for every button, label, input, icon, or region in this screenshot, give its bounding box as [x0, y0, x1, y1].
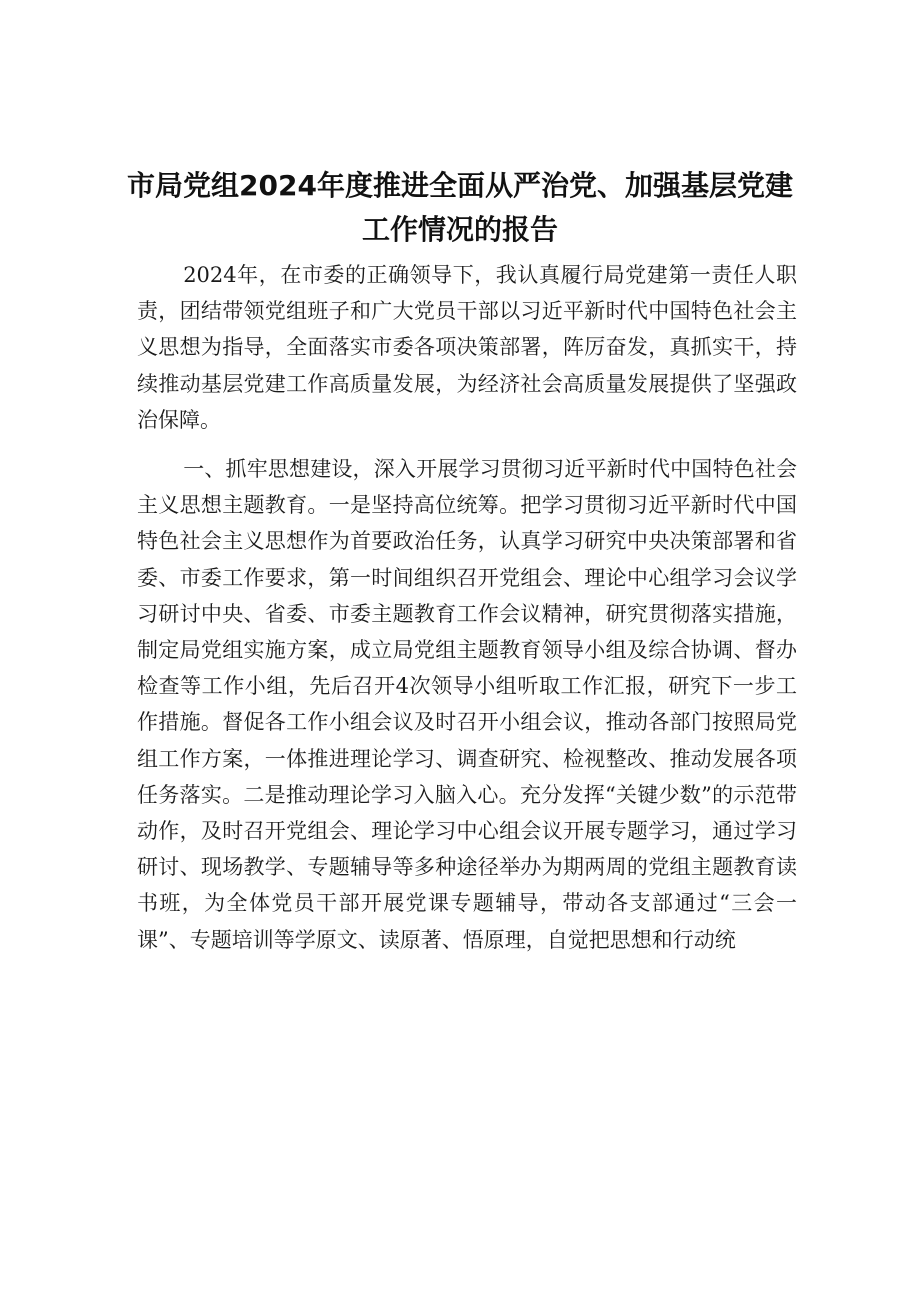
- document-body: [137, 257, 797, 958]
- document-title: 市局党组2024年度推进全面从严治党、加强基层党建工作情况的报告: [127, 169, 793, 246]
- intro-paragraph: 2024年，在市委的正确领导下，我认真履行局党建第一责任人职责，团结带领党组班子和广大党员干部以习近平新时代中国特色社会主义思想为指导，全面落实市委各项决策部署，阵厉奋发，真抓实干，持续推动基层党建工作高质量发展，为经济社会高质量发展提供了坚强政治保障。: [137, 263, 797, 432]
- section-one-paragraph: 一、抓牢思想建设，深入开展学习贯彻习近平新时代中国特色社会主义思想主题教育。一是坚持高位统筹。把学习贯彻习近平新时代中国特色社会主义思想作为首要政治任务，认真学习研究中央决策部署和省委、市委工作要求，第一时间组织召开党组会、理论中心组学习会议学习研讨中央、省委、市委主题教育工作会议精神，研究贯彻落实措施，制定局党组实施方案，成立局党组主题教育领导小组及综合协调、督办检查等工作小组，先后召开4次领导小组听取工作汇报，研究下一步工作措施。督促各工作小组会议及时召开小组会议，推动各部门按照局党组工作方案，一体推进理论学习、调查研究、检视整改、推动发展各项任务落实。二是推动理论学习入脑入心。充分发挥“关键少数”的示范带动作，及时召开党组会、理论学习中心组会议开展专题学习，通过学习研讨、现场教学、专题辅导等多种途径举办为期两周的党组主题教育读书班，为全体党员干部开展党课专题辅导，带动各支部通过“三会一课”、专题培训等学原文、读原著、悟原理，自觉把思想和行动统: [137, 457, 797, 952]
